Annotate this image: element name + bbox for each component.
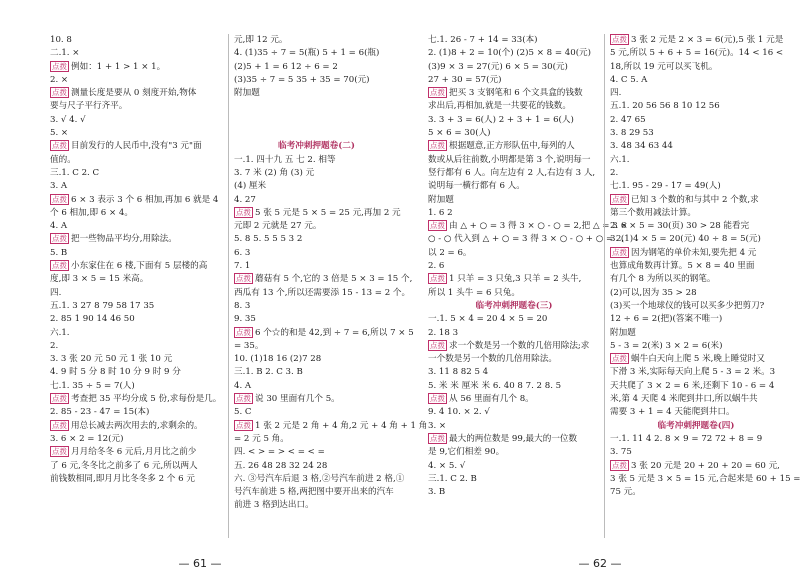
tip-badge: 点拨 — [430, 340, 445, 350]
tip-badge: 点拨 — [236, 274, 251, 284]
answer-line — [234, 100, 399, 113]
answer-line: 12 ÷ 6 = 2(把)(答案不唯一) — [610, 314, 723, 325]
tip-badge: 点拨 — [430, 433, 445, 443]
answer-line: 5 元,所以 5 + 6 + 5 = 16(元)。14 < 16 < — [610, 48, 784, 59]
tip-line: 点拨 小东家住在 6 楼,下面有 5 层楼的高 — [52, 261, 208, 272]
tip-badge: 点拨 — [236, 420, 251, 430]
answer-line: 六.1. — [610, 154, 630, 165]
answer-line: 9. 4 10. × 2. √ — [428, 407, 490, 418]
tip-badge: 点拨 — [430, 221, 445, 231]
answer-line: 一.1. 四十九 五 七 2. 相等 — [234, 154, 336, 165]
answer-line: 2. 47 65 — [610, 114, 646, 125]
answer-line: 第三个数用减法计算。 — [610, 207, 696, 218]
answer-line: 4. 9 时 5 分 8 时 10 分 9 时 9 分 — [50, 367, 181, 378]
answer-line: 四. — [610, 88, 622, 99]
tip-line: 点拨 月月给冬冬 6 元后,月月比之前少 — [52, 447, 197, 458]
tip-line: 点拨 蜗牛白天向上爬 5 米,晚上睡觉时又 — [612, 354, 765, 365]
tip-line: 点拨 把买 3 支钢笔和 6 个文具盒的钱数 — [430, 88, 583, 99]
answer-line: 2. 85 - 23 - 47 = 15(本) — [50, 407, 150, 418]
answer-line — [234, 114, 399, 127]
answer-line: 以 2 = 6。 — [428, 247, 472, 258]
tip-badge: 点拨 — [52, 394, 67, 404]
tip-badge: 点拨 — [236, 327, 251, 337]
answer-line: 5. × — [50, 128, 69, 139]
tip-line: 点拨 3 张 2 元是 2 × 3 = 6(元),5 张 1 元是 — [612, 35, 784, 45]
answer-line: 六. ③号汽车后退 3 格,②号汽车前进 2 格,① — [234, 473, 405, 484]
answer-line: 2. — [610, 167, 619, 178]
column-right-2 — [610, 34, 800, 499]
answer-line: 9. 35 — [234, 314, 256, 325]
answer-line: 3. 3 + 3 = 6(人) 2 + 3 + 1 = 6(人) — [428, 114, 574, 125]
answer-line: 4. C 5. A — [610, 74, 648, 85]
answer-line: 27 + 30 = 57(元) — [428, 74, 502, 85]
tip-line: 点拨 最大的两位数是 99,最大的一位数 — [430, 433, 578, 444]
answer-line: 2. 6 × 5 = 30(页) 30 > 28 能看完 — [610, 221, 750, 232]
tip-badge: 点拨 — [52, 447, 67, 457]
tip-badge: 点拨 — [430, 394, 445, 404]
answer-line: 西瓜有 13 个,所以还需要添 15 - 13 = 2 个。 — [234, 287, 411, 298]
answer-line: 天共爬了 3 × 2 = 6 米,还剩下 10 - 6 = 4 — [610, 380, 775, 391]
answer-line: 一个数是另一个数的几倍用除法。 — [428, 354, 557, 365]
answer-line: (4) 厘米 — [234, 181, 267, 192]
answer-line: 3. √ 4. √ — [50, 114, 86, 125]
answer-line: 18,所以 19 元可以买飞机。 — [610, 61, 718, 72]
answer-line: 5. B — [50, 247, 68, 258]
answer-line: 8. 3 — [234, 300, 251, 311]
tip-line: 点拨 根据题意,正方形队伍中,每列的人 — [430, 141, 575, 152]
answer-line: 四. < > = > < = < = — [234, 447, 325, 458]
answer-line: 五.1. 20 56 56 8 10 12 56 — [610, 101, 720, 112]
answer-line: 4. A — [50, 221, 68, 232]
answer-line: 3. B — [428, 487, 446, 498]
tip-line: 点拨 蘑菇有 5 个,它的 3 倍是 5 × 3 = 15 个, — [236, 274, 413, 285]
answer-line: 说明每一横行都有 6 人。 — [428, 181, 525, 192]
answer-line: 七.1. 35 ÷ 5 = 7(人) — [50, 380, 135, 391]
answer-line: (2)可以,因为 35 > 28 — [610, 287, 697, 298]
tip-line: 点拨 1 只羊 = 3 只兔,3 只羊 = 2 头牛, — [430, 274, 582, 285]
tip-badge: 点拨 — [612, 194, 627, 204]
divider — [228, 34, 229, 538]
answer-line: 三.1. C 2. C — [50, 167, 100, 178]
divider — [604, 34, 605, 538]
tip-badge: 点拨 — [612, 354, 627, 364]
answer-line: 附加题 — [428, 194, 454, 205]
tip-line: 点拨 说 30 里面有几个 5。 — [236, 394, 340, 405]
answer-line: 2. — [50, 340, 59, 351]
answer-line: 1. 6 2 — [428, 207, 453, 218]
tip-badge: 点拨 — [52, 61, 67, 71]
answer-line: 七.1. 95 - 29 - 17 = 49(人) — [610, 181, 721, 192]
answer-line: 5 × 6 = 30(人) — [428, 128, 491, 139]
tip-line: 点拨 3 张 20 元是 20 + 20 + 20 = 60 元, — [612, 460, 780, 471]
answer-line: 数或从后往前数,小明都是第 3 个,说明每一 — [428, 154, 591, 165]
answer-line: 五. 26 48 28 32 24 28 — [234, 460, 328, 471]
answer-line: 4. × 5. √ — [428, 460, 466, 471]
answer-line: 需要 3 + 1 = 4 天能爬到井口。 — [610, 407, 735, 418]
answer-line: = 35。 — [234, 340, 264, 351]
answer-line: 有几个 8 为所以买的钢笔。 — [610, 274, 716, 285]
tip-line: 点拨 已知 3 个数的和与其中 2 个数,求 — [612, 194, 759, 205]
tip-line: 点拨 6 × 3 表示 3 个 6 相加,再加 6 就是 4 — [52, 194, 219, 205]
answer-line: 附加题 — [610, 327, 636, 338]
answer-line: 四. — [50, 287, 62, 298]
tip-badge: 点拨 — [52, 88, 67, 98]
answer-line: 75 元。 — [610, 487, 641, 498]
answer-line: 6. 3 — [234, 247, 251, 258]
column-left-1 — [50, 34, 222, 486]
tip-badge: 点拨 — [52, 261, 67, 271]
tip-line: 点拨 目前发行的人民币中,没有"3 元"面 — [52, 141, 202, 152]
answer-line: (2)5 + 1 = 6 12 ÷ 6 = 2 — [234, 61, 338, 72]
tip-badge: 点拨 — [612, 247, 627, 257]
answer-line: 求出后,再相加,就是一共要花的钱数。 — [428, 101, 571, 112]
tip-line: 点拨 5 张 5 元是 5 × 5 = 25 元,再加 2 元 — [236, 207, 401, 218]
section-title: 临考冲刺押题卷(二) — [278, 141, 355, 152]
tip-line: 点拨 因为钢笔的单价未知,要先把 4 元 — [612, 247, 757, 258]
answer-line: 号汽车前进 5 格,两把图中要开出来的汽车 — [234, 487, 394, 498]
answer-line: 前进 3 格到达出口。 — [234, 500, 314, 511]
answer-line: 元,即 12 元。 — [234, 35, 288, 45]
tip-line: 点拨 把一些物品平均分,用除法。 — [52, 234, 177, 245]
tip-badge: 点拨 — [430, 141, 445, 151]
answer-line: 元即 2 元就是 27 元。 — [234, 221, 322, 232]
answer-line: 前钱数相同,即月月比冬冬多 2 个 6 元 — [50, 473, 195, 484]
answer-line: 一.1. 11 4 2. 8 × 9 = 72 72 + 8 = 9 — [610, 433, 763, 444]
answer-line: 七.1. 26 - 7 + 14 = 33(本) — [428, 35, 538, 45]
page-number: — 62 — — [578, 557, 622, 570]
answer-line: 2. × — [50, 74, 69, 85]
answer-line: 4. 27 — [234, 194, 256, 205]
tip-line: 点拨 6 个☆的和是 42,到 ÷ 7 = 6,所以 7 × 5 — [236, 327, 414, 338]
answer-line: 3. (1)4 × 5 = 20(元) 40 ÷ 8 = 5(元) — [610, 234, 761, 245]
answer-line: 2. 18 3 — [428, 327, 459, 338]
answer-line: 值的。 — [50, 154, 76, 165]
answer-line: 2. 6 — [428, 261, 445, 272]
answer-line: 10. (1)18 16 (2)7 28 — [234, 354, 322, 365]
answer-line: 3. × — [428, 420, 447, 431]
page-right — [400, 0, 800, 576]
answer-line: 要与尺子平行齐平。 — [50, 101, 128, 112]
answer-line: 三.1. B 2. C 3. B — [234, 367, 303, 378]
answer-line: 5. C — [234, 407, 252, 418]
answer-line: 2. (1)8 + 2 = 10(个) (2)5 × 8 = 40(元) — [428, 48, 592, 59]
answer-line: 5 - 3 = 2(米) 3 × 2 = 6(米) — [610, 340, 723, 351]
answer-line: (3)买一个地球仪的钱可以买多少把剪刀? — [610, 300, 765, 311]
tip-badge: 点拨 — [612, 35, 627, 44]
answer-line: 竖行都有 6 人。向左边有 2 人,右边有 3 人, — [428, 167, 596, 178]
answer-line: = 2 元 5 角。 — [234, 433, 289, 444]
section-title: 临考冲刺押题卷(三) — [475, 300, 553, 311]
answer-line: 是 9,它们相差 90。 — [428, 447, 505, 458]
answer-line: 个 6 相加,即 6 × 4。 — [50, 207, 133, 218]
tip-badge: 点拨 — [612, 460, 627, 470]
answer-line: 5. 米 米 厘米 米 6. 40 8 7. 2 8. 5 — [428, 380, 562, 391]
tip-badge: 点拨 — [236, 394, 251, 404]
section-title: 临考冲刺押题卷(四) — [657, 420, 735, 431]
tip-line: 点拨 用总长减去两次用去的,求剩余的。 — [52, 420, 203, 431]
answer-line: 3. 3 张 20 元 50 元 1 张 10 元 — [50, 354, 173, 365]
tip-line: 点拨 1 张 2 元是 2 角 + 4 角,2 元 + 4 角 + 1 角 — [236, 420, 428, 431]
tip-badge: 点拨 — [430, 274, 445, 284]
answer-line: 二.1. × — [50, 48, 80, 59]
answer-line: 六.1. — [50, 327, 70, 338]
answer-line — [234, 127, 399, 140]
answer-line: 3. 75 — [610, 447, 632, 458]
tip-badge: 点拨 — [52, 141, 67, 151]
answer-line: 3. 11 8 82 5 4 — [428, 367, 489, 378]
answer-line: 10. 8 — [50, 35, 72, 45]
answer-line: (3)9 × 3 = 27(元) 6 × 5 = 30(元) — [428, 61, 568, 72]
tip-line: 点拨 例如：1 + 1 > 1 × 1。 — [52, 61, 166, 72]
answer-line: 3. 7 米 (2) 角 (3) 元 — [234, 167, 315, 178]
answer-line: 3. A — [50, 181, 68, 192]
column-left-2 — [234, 34, 428, 513]
tip-line: 点拨 由 △ + ○ = 3 得 3 × ○ - ○ = 2,把 △ = 3 × — [430, 221, 628, 232]
answer-line: 三.1. C 2. B — [428, 473, 477, 484]
answer-line: 度,即 3 × 5 = 15 米高。 — [50, 274, 149, 285]
tip-badge: 点拨 — [236, 207, 251, 217]
answer-line: 3. 8 29 53 — [610, 128, 654, 139]
answer-line: 3. 6 × 2 = 12(元) — [50, 433, 124, 444]
tip-badge: 点拨 — [52, 194, 67, 204]
tip-line: 点拨 求一个数是另一个数的几倍用除法;求 — [430, 340, 590, 351]
answer-line: 4. (1)35 ÷ 7 = 5(瓶) 5 + 1 = 6(瓶) — [234, 48, 380, 59]
answer-line: 3. 48 34 63 44 — [610, 141, 673, 152]
answer-line: 五.1. 3 27 8 79 58 17 35 — [50, 300, 155, 311]
page-number: — 61 — — [178, 557, 222, 570]
answer-line: 也算成角数再计算。5 × 8 = 40 里面 — [610, 261, 755, 272]
answer-line: 附加题 — [234, 88, 260, 99]
answer-line: 4. A — [234, 380, 252, 391]
answer-line: 2. 85 1 90 14 46 50 — [50, 314, 135, 325]
answer-line: 米,第 4 天爬 4 米爬到井口,所以蜗牛共 — [610, 394, 758, 405]
answer-line: 一.1. 5 × 4 = 20 4 × 5 = 20 — [428, 314, 548, 325]
answer-line: ○ - ○ 代入到 △ + ○ = 3 得 3 × ○ - ○ + ○ = 2, — [428, 234, 625, 245]
tip-badge: 点拨 — [430, 88, 445, 98]
answer-line: (3)35 ÷ 7 = 5 35 + 35 = 70(元) — [234, 74, 370, 85]
tip-badge: 点拨 — [52, 420, 67, 430]
tip-line: 点拨 考查把 35 平均分成 5 份,求每份是几。 — [52, 394, 222, 405]
answer-line: 所以 1 头牛 = 6 只兔。 — [428, 287, 520, 298]
answer-line: 7. 1 — [234, 261, 251, 272]
answer-line: 3 张 5 元是 3 × 5 = 15 元,合起来是 60 + 15 = — [610, 473, 800, 484]
answer-line: 下滑 3 米,实际每天向上爬 5 - 3 = 2 米。3 — [610, 367, 776, 378]
tip-line: 点拨 测量长度是要从 0 刻度开始,物体 — [52, 88, 197, 99]
answer-line: 了 6 元,冬冬比之前多了 6 元,所以两人 — [50, 460, 198, 471]
tip-badge: 点拨 — [52, 234, 67, 244]
answer-line: 5. 8 5. 5 5 5 3 2 — [234, 234, 303, 245]
tip-line: 点拨 从 56 里面有几个 8。 — [430, 394, 534, 405]
